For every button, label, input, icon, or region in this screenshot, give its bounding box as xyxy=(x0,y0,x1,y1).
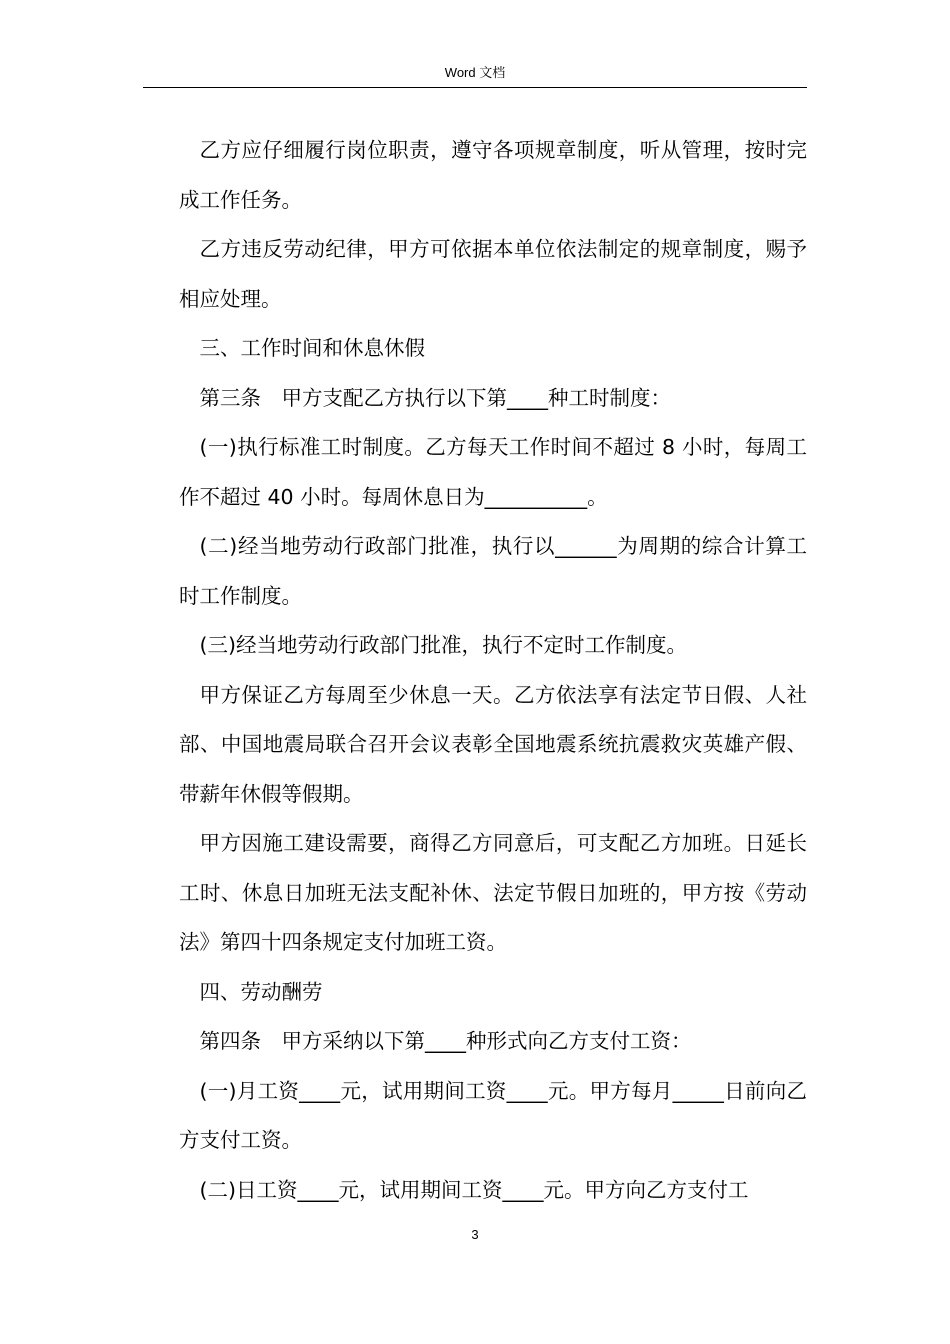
paragraph: (三)经当地劳动行政部门批准，执行不定时工作制度。 xyxy=(199,633,687,657)
paragraph: (一)执行标准工时制度。乙方每天工作时间不超过 8 小时，每周工作不超过 40 小时。每周休息日为__________。 xyxy=(179,435,807,509)
article-clause: 第三条 甲方支配乙方执行以下第____种工时制度： xyxy=(199,385,671,410)
paragraph: 乙方违反劳动纪律，甲方可依据本单位依法制定的规章制度，赐予相应处理。 xyxy=(179,237,807,311)
paragraph: (二)日工资____元，试用期间工资____元。甲方向乙方支付工 xyxy=(199,1177,749,1202)
paragraph: 乙方应仔细履行岗位职责，遵守各项规章制度，听从管理，按时完成工作任务。 xyxy=(179,138,807,212)
paragraph: 甲方保证乙方每周至少休息一天。乙方依法享有法定节日假、人社部、中国地震局联合召开会议表彰全国地震系统抗震救灾英雄产假、带薪年休假等假期。 xyxy=(179,682,807,806)
document-body xyxy=(179,126,807,1215)
paragraph: (一)月工资____元，试用期间工资____元。甲方每月_____日前向乙方支付工资。 xyxy=(179,1078,807,1152)
paragraph: 甲方因施工建设需要，商得乙方同意后，可支配乙方加班。日延长工时、休息日加班无法支配补休、法定节假日加班的，甲方按《劳动法》第四十四条规定支付加班工资。 xyxy=(179,831,807,954)
section-heading: 四、劳动酬劳 xyxy=(199,979,323,1004)
page-number: 3 xyxy=(471,1227,479,1242)
page-header: Word 文档 xyxy=(444,65,506,80)
section-heading: 三、工作时间和休息休假 xyxy=(199,336,425,360)
paragraph: (二)经当地劳动行政部门批准，执行以______为周期的综合计算工时工作制度。 xyxy=(179,534,807,608)
header-divider xyxy=(143,87,807,88)
article-clause: 第四条 甲方采纳以下第____种形式向乙方支付工资： xyxy=(199,1029,692,1053)
